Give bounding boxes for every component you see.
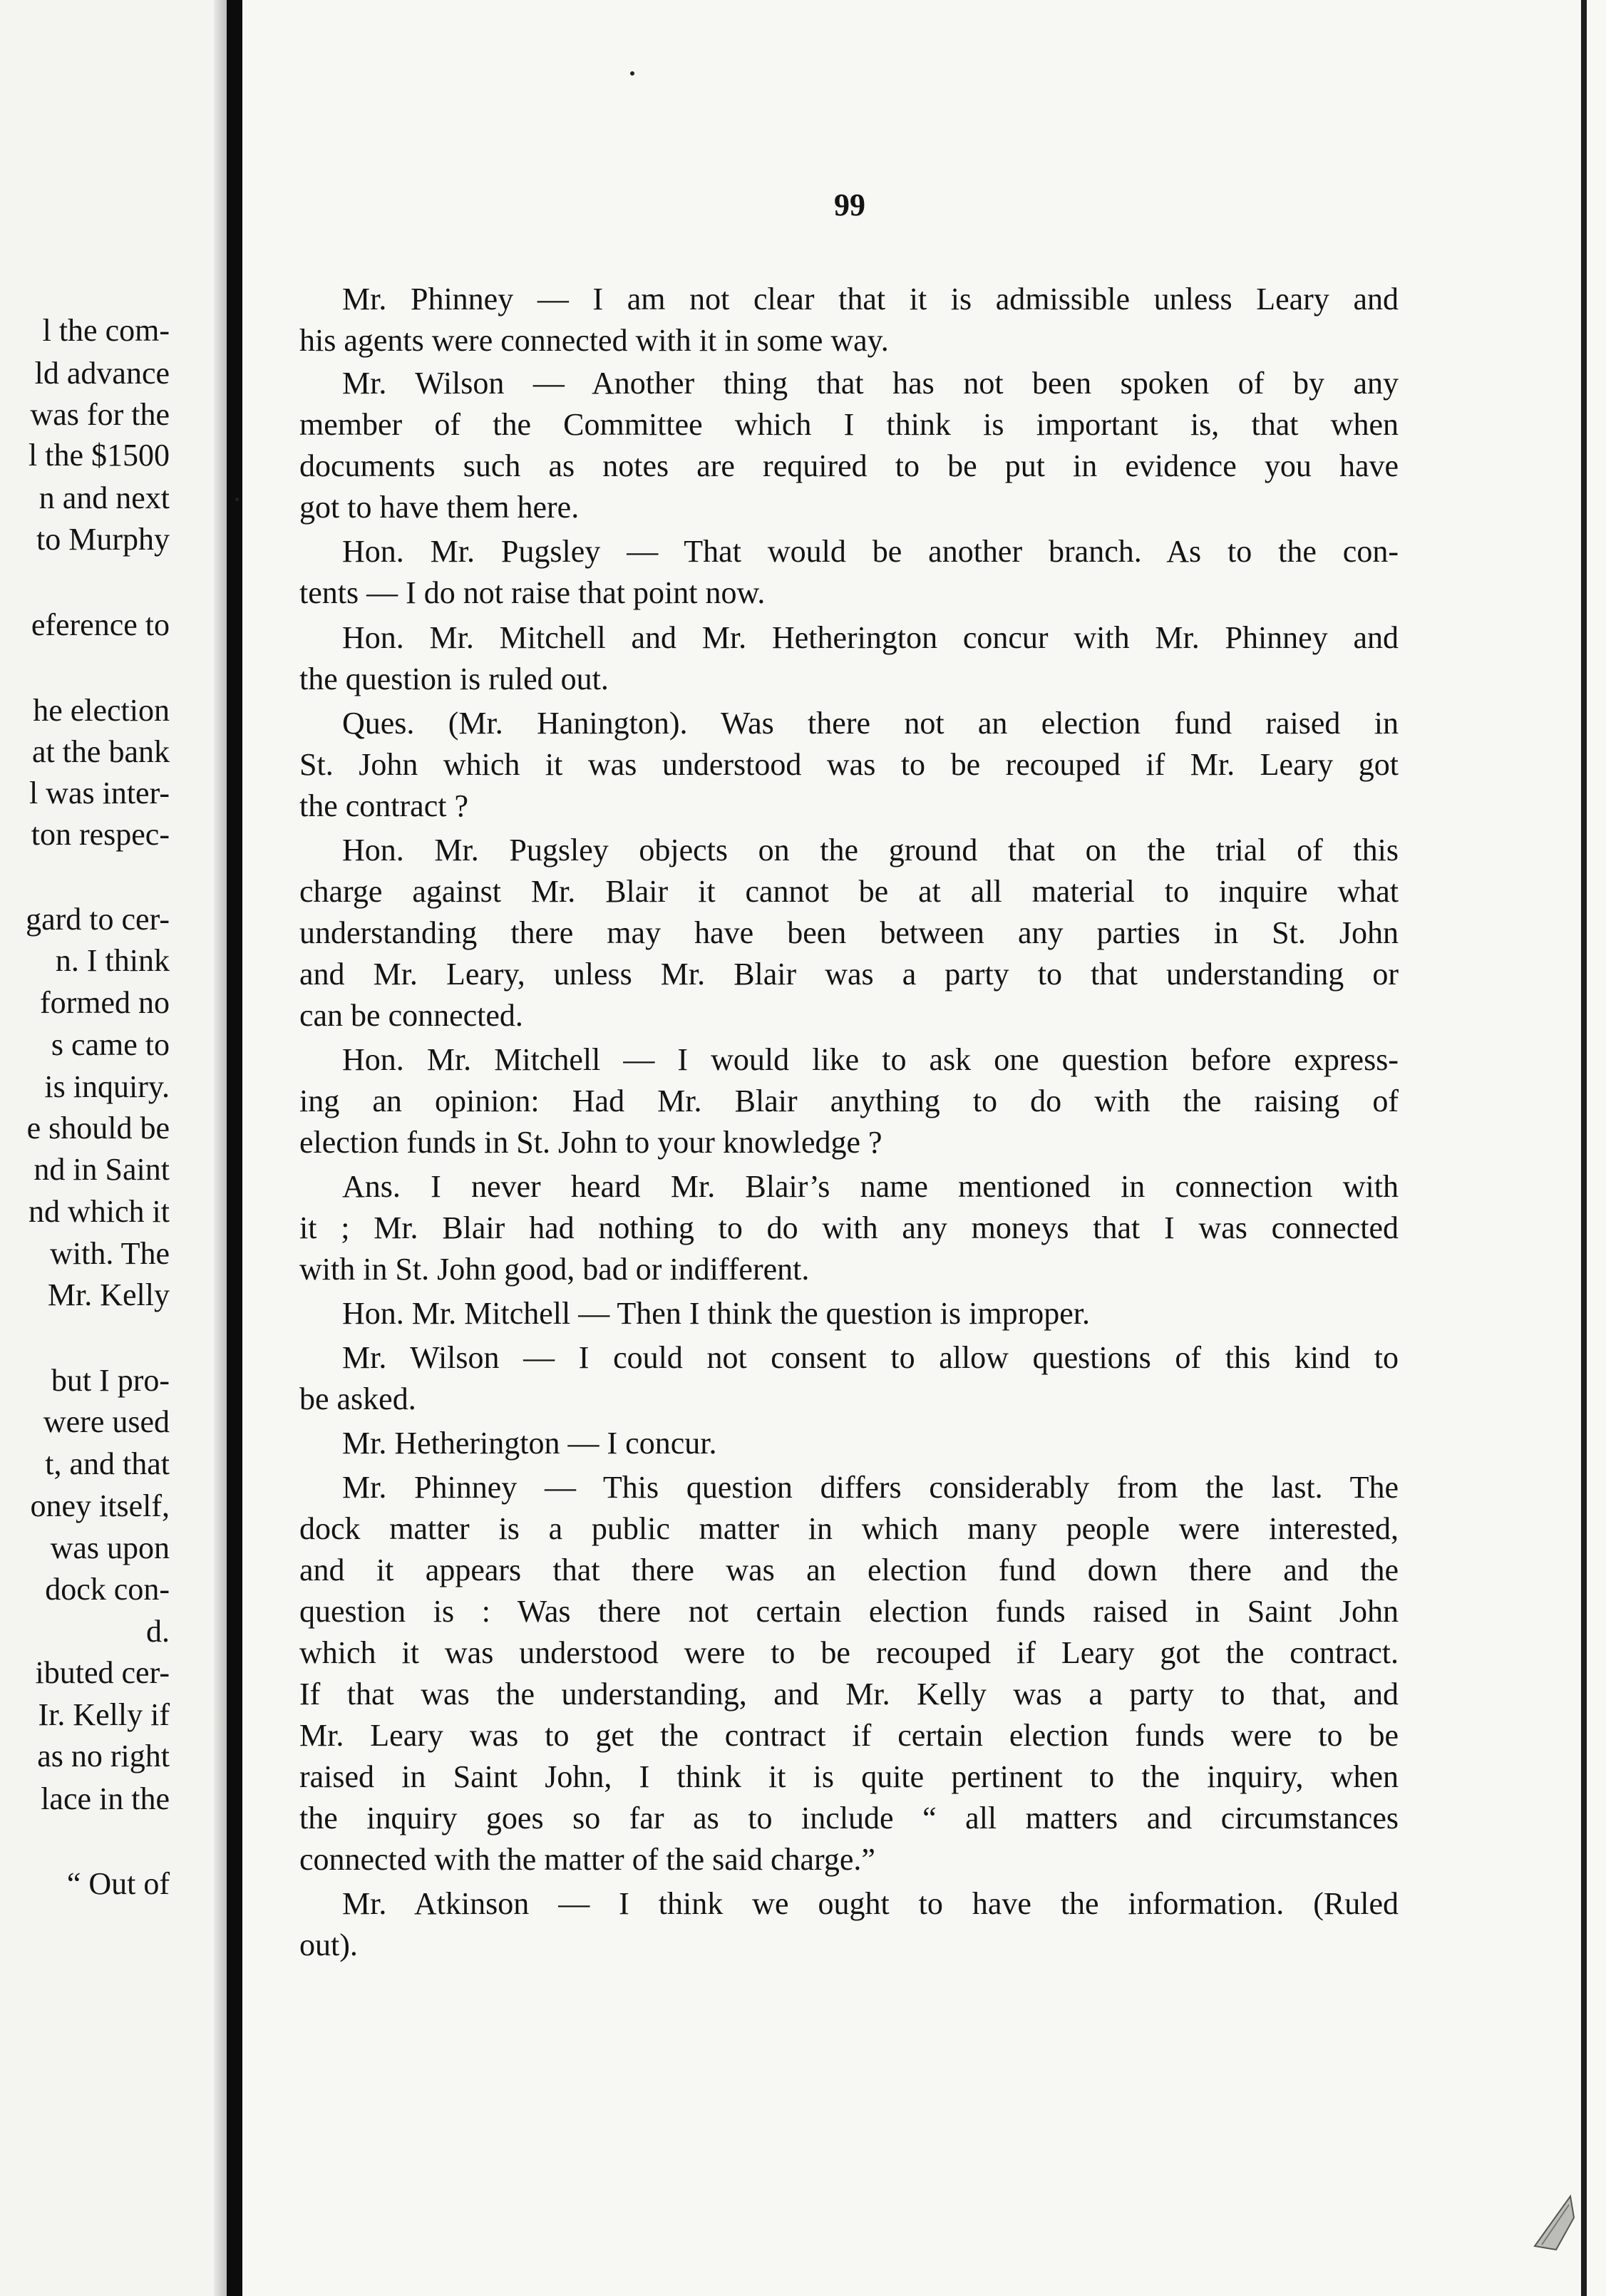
facing-page-line: but I pro- — [51, 1363, 170, 1398]
facing-page-line: n and next — [38, 480, 170, 515]
text-line: with in St. John good, bad or indifferent. — [299, 1252, 810, 1287]
facing-page-line: l the $1500 — [29, 438, 170, 473]
facing-page-line: eference to — [31, 607, 170, 642]
facing-page-fragment — [0, 0, 214, 2296]
facing-page-line: s came to — [51, 1027, 170, 1062]
facing-page-line: d. — [146, 1614, 170, 1649]
text-line: Hon. Mr. Mitchell and Mr. Hetherington concur with Mr. Phinney and — [342, 620, 1399, 655]
facing-page-line: Mr. Kelly — [47, 1277, 170, 1312]
facing-page-line: gard to cer- — [26, 902, 170, 937]
text-line: which it was understood were to be recouped if Leary got the contract. — [299, 1635, 1399, 1670]
text-line: connected with the matter of the said charge.” — [299, 1842, 875, 1877]
facing-page-line: nd which it — [29, 1194, 170, 1229]
text-line: Mr. Phinney — I am not clear that it is admissible unless Leary and — [342, 282, 1399, 316]
facing-page-line: dock con- — [45, 1572, 170, 1607]
facing-page-line: ld advance — [34, 356, 170, 391]
text-line: Hon. Mr. Mitchell — I would like to ask one question before express- — [342, 1042, 1399, 1077]
text-line: Mr. Wilson — Another thing that has not been spoken of by any — [342, 366, 1399, 401]
text-line: Hon. Mr. Pugsley — That would be another branch. As to the con- — [342, 534, 1399, 569]
text-line: election funds in St. John to your knowledge ? — [299, 1125, 882, 1160]
facing-page-line: is inquiry. — [44, 1069, 170, 1104]
text-line: Mr. Phinney — This question differs considerably from the last. The — [342, 1470, 1399, 1505]
facing-page-line: formed no — [39, 985, 170, 1020]
text-line: tents — I do not raise that point now. — [299, 575, 766, 610]
page-corner-smudge — [1528, 2189, 1577, 2253]
facing-page-line: nd in Saint — [34, 1152, 170, 1187]
text-line: Hon. Mr. Mitchell — Then I think the question is improper. — [342, 1296, 1090, 1331]
facing-page-line: n. I think — [55, 943, 170, 978]
text-line: documents such as notes are required to be put in evidence you have — [299, 448, 1399, 483]
page-number: 99 — [834, 187, 865, 222]
gutter-shadow — [214, 0, 227, 2296]
text-line: be asked. — [299, 1381, 416, 1416]
text-line: Mr. Atkinson — I think we ought to have the information. (Ruled — [342, 1886, 1399, 1921]
facing-page-line: l the com- — [42, 313, 170, 348]
facing-page-line: lace in the — [41, 1781, 170, 1816]
facing-page-line: ibuted cer- — [35, 1655, 170, 1690]
text-line: and it appears that there was an election fund down there and the — [299, 1553, 1399, 1587]
facing-page-line: with. The — [50, 1236, 170, 1271]
text-line: out). — [299, 1927, 358, 1962]
facing-page-line: he election — [33, 693, 170, 728]
text-line: the question is ruled out. — [299, 661, 609, 696]
facing-page-line: was for the — [30, 397, 170, 432]
print-speck — [235, 498, 239, 501]
facing-page-line: to Murphy — [36, 522, 170, 557]
text-line: question is : Was there not certain election funds raised in Saint John — [299, 1594, 1399, 1629]
facing-page-line: as no right — [37, 1739, 170, 1774]
text-line: understanding there may have been between any parties in St. John — [299, 915, 1399, 950]
text-line: member of the Committee which I think is important is, that when — [299, 407, 1399, 442]
text-line: can be connected. — [299, 998, 523, 1033]
text-line: St. John which it was understood was to be recouped if Mr. Leary got — [299, 747, 1399, 782]
text-line: his agents were connected with it in some way. — [299, 323, 889, 358]
text-line: Ques. (Mr. Hanington). Was there not an election fund raised in — [342, 706, 1399, 741]
text-line: Mr. Leary was to get the contract if certain election funds were to be — [299, 1718, 1399, 1753]
text-line: the contract ? — [299, 788, 468, 823]
facing-page-line: was upon — [50, 1530, 170, 1565]
text-line: the inquiry goes so far as to include “ all matters and circumstances — [299, 1801, 1399, 1836]
facing-page-line: oney itself, — [30, 1488, 170, 1523]
text-line: Hon. Mr. Pugsley objects on the ground that on the trial of this — [342, 833, 1399, 868]
facing-page-line: were used — [43, 1404, 170, 1439]
facing-page-line: Ir. Kelly if — [38, 1697, 170, 1732]
facing-page-line: ton respec- — [31, 817, 170, 852]
print-speck — [630, 71, 634, 76]
page-edge — [1581, 0, 1587, 2296]
text-line: charge against Mr. Blair it cannot be at all material to inquire what — [299, 874, 1399, 909]
text-line: dock matter is a public matter in which many people were interested, — [299, 1511, 1399, 1546]
text-line: ing an opinion: Had Mr. Blair anything to do with the raising of — [299, 1083, 1399, 1118]
page-gutter — [227, 0, 242, 2296]
text-line: Mr. Hetherington — I concur. — [342, 1426, 717, 1461]
facing-page-line: l was inter- — [29, 776, 170, 810]
text-line: got to have them here. — [299, 490, 580, 525]
text-line: Ans. I never heard Mr. Blair’s name mentioned in connection with — [342, 1169, 1399, 1204]
facing-page-line: “ Out of — [66, 1866, 170, 1901]
text-line: Mr. Wilson — I could not consent to allow questions of this kind to — [342, 1340, 1399, 1375]
text-line: and Mr. Leary, unless Mr. Blair was a party to that understanding or — [299, 957, 1399, 992]
text-line: If that was the understanding, and Mr. Kelly was a party to that, and — [299, 1677, 1399, 1711]
facing-page-line: t, and that — [45, 1446, 170, 1481]
text-line: it ; Mr. Blair had nothing to do with any moneys that I was connected — [299, 1210, 1399, 1245]
text-line: raised in Saint John, I think it is quite pertinent to the inquiry, when — [299, 1759, 1399, 1794]
facing-page-line: at the bank — [31, 734, 170, 769]
facing-page-line: e should be — [26, 1111, 170, 1146]
